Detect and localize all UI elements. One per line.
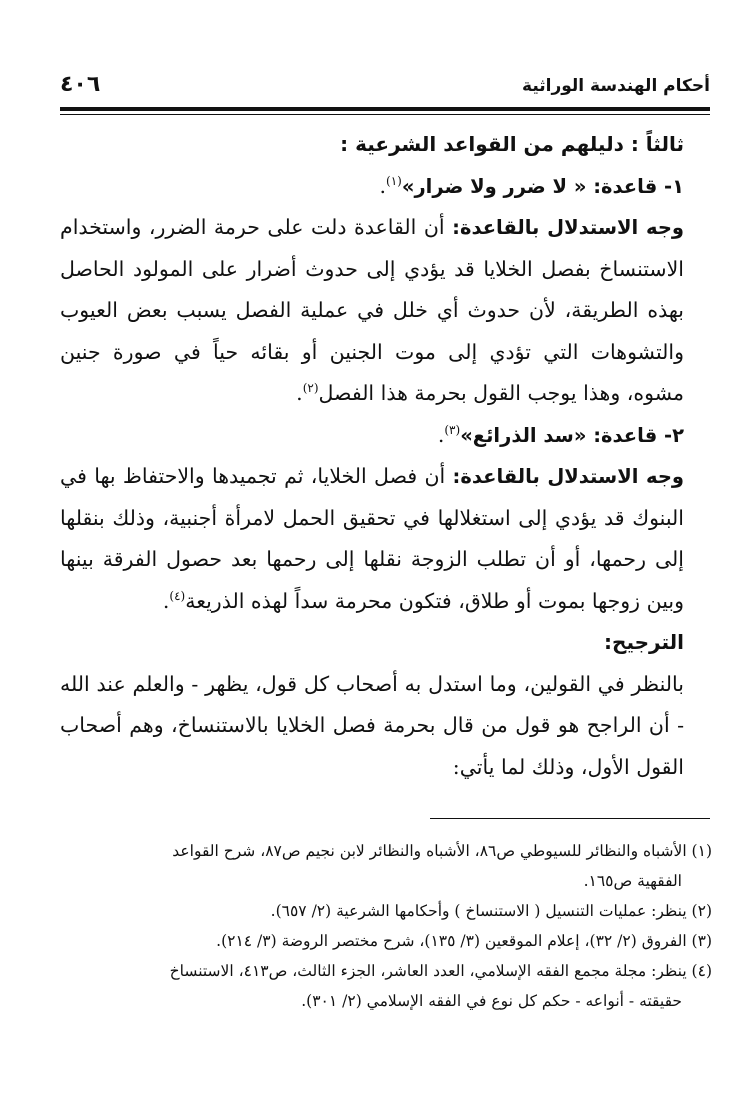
page-header: [60, 72, 710, 106]
rule-1-label: ١- قاعدة: « لا ضرر ولا ضرار»: [401, 174, 684, 198]
tarjih-text: بالنظر في القولين، وما استدل به أصحاب كل قول، يظهر - والعلم عند الله - أن الراجح هو قول من قال بحرمة فصل الخلايا بالاستنساخ، وهم أصحاب القول الأول، وذلك لما يأتي:: [60, 671, 684, 779]
argument-1: [60, 207, 712, 415]
argument-2-end: .: [162, 588, 170, 613]
footnote-1: (١) الأشباه والنظائر للسيوطي ص٨٦، الأشباه والنظائر لابن نجيم ص٨٧، شرح القواعد: [172, 842, 712, 860]
footnote-ref-3: (٣): [444, 422, 461, 437]
footnotes: [60, 836, 712, 1016]
footnote-2: (٢) ينظر: عمليات التنسيل ( الاستنساخ ) وأحكامها الشرعية (٢/ ٦٥٧).: [270, 902, 712, 920]
footnote-ref-2: (٢): [302, 381, 319, 396]
running-title: أحكام الهندسة الوراثية: [522, 76, 710, 96]
footnote-3: (٣) الفروق (٢/ ٣٢)، إعلام الموقعين (٣/ ١٣٥)، شرح مختصر الروضة (٣/ ٢١٤).: [216, 932, 712, 950]
main-text: [60, 124, 712, 788]
tarjih-heading: الترجيح:: [604, 630, 684, 654]
argument-2-text: أن فصل الخلايا، ثم تجميدها والاحتفاظ بها في البنوك قد يؤدي إلى استغلالها في تحقيق الحمل لامرأة أجنبية، وذلك بنقلها إلى رحمها، أو أن تطلب الزوجة نقلها إلى رحمها بعد حصول الفرقة بينها وبين زوجها بموت أو طلاق، فتكون محرمة سداً لهذه الذريعة: [60, 464, 684, 613]
header-rule-thin: [60, 114, 710, 115]
page-number: ٤٠٦: [60, 72, 101, 97]
footnote-1-continued: الفقهية ص١٦٥.: [583, 872, 682, 890]
footnote-separator: [430, 818, 710, 819]
argument-1-lead: وجه الاستدلال بالقاعدة:: [452, 216, 685, 239]
footnote-4-continued: حقيقته - أنواعه - حكم كل نوع في الفقه الإسلامي (٢/ ٣٠١).: [301, 992, 682, 1010]
header-rule-thick: [60, 107, 710, 111]
rule-2-label: ٢- قاعدة: «سد الذرائع»: [460, 423, 684, 447]
argument-2: [60, 456, 712, 622]
footnote-ref-4: (٤): [169, 588, 186, 603]
rule-1-end: .: [379, 173, 387, 198]
argument-2-lead: وجه الاستدلال بالقاعدة:: [452, 465, 684, 488]
rule-2: [60, 415, 712, 457]
footnote-ref-1: (١): [386, 173, 402, 188]
argument-1-end: .: [296, 381, 303, 405]
argument-1-text: أن القاعدة دلت على حرمة الضرر، واستخدام الاستنساخ بفصل الخلايا قد يؤدي إلى حدوث أضرار على المولود الحاصل بهذه الطريقة، لأن حدوث أي خلل في عملية الفصل يسبب بعض العيوب والتشوهات التي تؤدي إلى موت الجنين أو بقائه حياً في صورة جنين مشوه، وهذا يوجب القول بحرمة هذا الفصل: [60, 215, 684, 405]
rule-1: [60, 166, 712, 208]
footnote-4: (٤) ينظر: مجلة مجمع الفقه الإسلامي، العدد العاشر، الجزء الثالث، ص٤١٣، الاستنساخ: [169, 962, 712, 980]
section-heading: ثالثاً : دليلهم من القواعد الشرعية :: [340, 132, 684, 156]
rule-2-end: .: [437, 422, 445, 447]
